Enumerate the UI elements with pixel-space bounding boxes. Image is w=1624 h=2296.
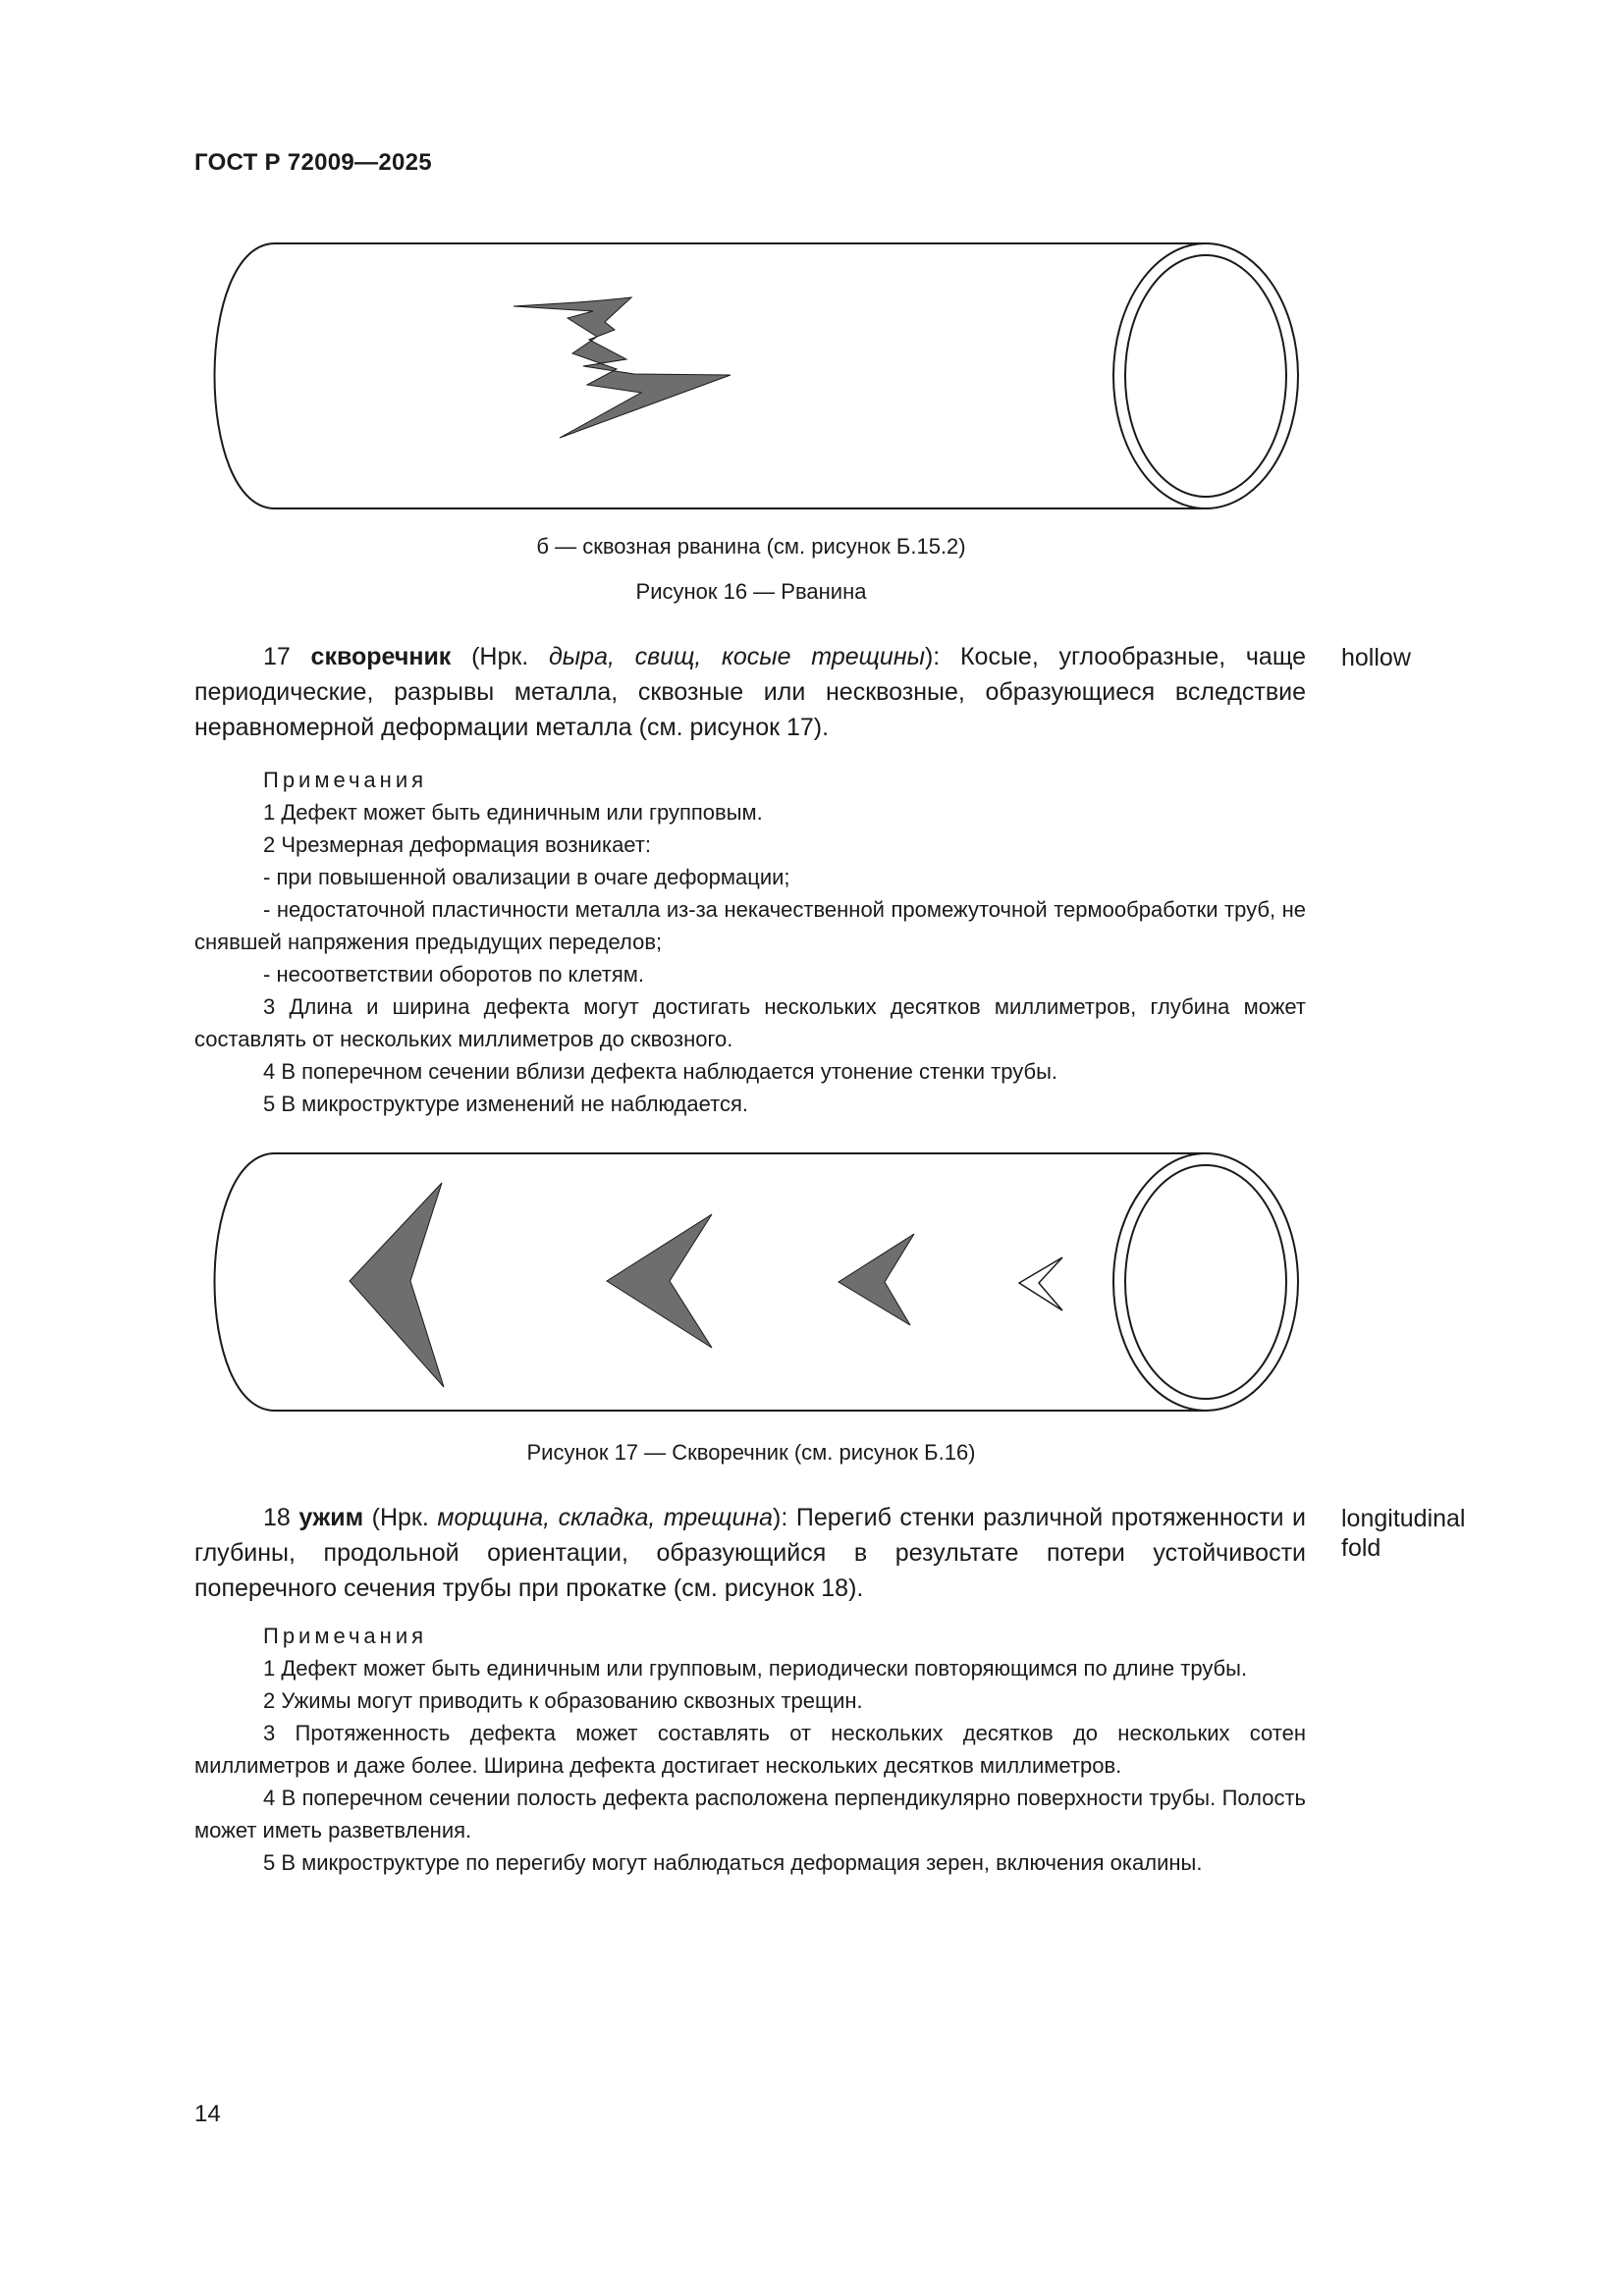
term-18-deprecated-suffix: ):: [773, 1504, 788, 1531]
term-17-note: 2 Чрезмерная деформация возникает:: [263, 832, 652, 857]
pipe-end-outer: [1113, 243, 1298, 508]
term-18-note: 3 Протяженность дефекта может составлять от нескольких десятков до нескольких сотен миллиметров и даже более. Ширина дефекта достигает нескольких десятков миллиметров.: [194, 1721, 1306, 1778]
term-18-notes: [194, 1620, 1306, 1879]
term-17-note: 4 В поперечном сечении вблизи дефекта наблюдается утонение стенки трубы.: [263, 1059, 1058, 1084]
term-18-english-line: fold: [1341, 1534, 1381, 1562]
term-18-deprecated-terms: морщина, складка, трещина: [437, 1504, 774, 1531]
term-17-note: 3 Длина и ширина дефекта могут достигать нескольких десятков миллиметров, глубина может составлять от нескольких миллиметров до сквозного.: [194, 994, 1306, 1051]
term-17-notes-heading: Примечания: [263, 768, 428, 792]
figure-16-sub-caption: б — сквозная рванина (см. рисунок Б.15.2): [536, 534, 966, 559]
term-17-number: 17: [263, 643, 291, 670]
chevron-defect-outline: [1019, 1257, 1062, 1310]
term-18-english-line: longitudinal: [1341, 1505, 1466, 1532]
term-18-deprecated-prefix: (Нрк.: [371, 1504, 429, 1531]
page-number: 14: [194, 2101, 221, 2127]
term-17-definition: Косые, углообразные, чаще периодические, разрывы металла, сквозные или несквозные, образующиеся вследствие неравномерной деформации металла (см. рисунок 17).: [194, 643, 1307, 741]
term-17-note: - при повышенной овализации в очаге деформации;: [263, 865, 790, 889]
term-17-note: - недостаточной пластичности металла из-за некачественной промежуточной термообработки труб, не снявшей напряжения предыдущих переделов;: [194, 897, 1306, 954]
term-17-deprecated-suffix: ):: [924, 643, 941, 670]
term-17-deprecated-prefix: (Нрк.: [471, 643, 529, 670]
chevron-defect-medium: [607, 1214, 712, 1348]
term-17-notes: [194, 764, 1306, 1120]
term-17-note: 5 В микроструктуре изменений не наблюдается.: [263, 1092, 748, 1116]
figure-17-pipe-illustration: [194, 1144, 1314, 1418]
term-17-english-equivalent: hollow: [1341, 644, 1411, 671]
term-17-deprecated-terms: дыра, свищ, косые трещины: [548, 643, 925, 670]
term-18-note: 5 В микроструктуре по перегибу могут наблюдаться деформация зерен, включения окалины.: [263, 1850, 1203, 1875]
term-17-note: - несоответствии оборотов по клетям.: [263, 962, 644, 987]
term-18-note: 1 Дефект может быть единичным или групповым, периодически повторяющимся по длине трубы.: [263, 1656, 1248, 1681]
term-18-term: ужим: [298, 1504, 364, 1531]
figure-17-caption: Рисунок 17 — Скворечник (см. рисунок Б.16): [526, 1440, 976, 1465]
term-18-entry: [194, 1500, 1306, 1606]
chevron-defect-small: [839, 1234, 914, 1325]
term-17-note: 1 Дефект может быть единичным или групповым.: [263, 800, 763, 825]
term-18-number: 18: [263, 1504, 291, 1531]
through-tear-defect-mark: [514, 297, 731, 438]
term-18-note: 2 Ужимы могут приводить к образованию сквозных трещин.: [263, 1688, 863, 1713]
term-17-entry: [194, 639, 1306, 745]
pipe-end-outer: [1113, 1153, 1298, 1411]
term-17-term: скворечник: [310, 643, 452, 670]
figure-16-pipe-illustration: [194, 234, 1314, 518]
term-18-definition: Перегиб стенки различной протяженности и глубины, продольной ориентации, образующийся в результате потери устойчивости поперечного сечения трубы при прокатке (см. рисунок 18).: [194, 1504, 1306, 1602]
term-18-notes-heading: Примечания: [263, 1624, 428, 1648]
figure-16-caption: Рисунок 16 — Рванина: [635, 579, 867, 604]
chevron-defect-large: [350, 1183, 444, 1387]
document-header: ГОСТ Р 72009—2025: [194, 149, 432, 176]
term-18-english-equivalent: [1341, 1504, 1538, 1563]
term-18-note: 4 В поперечном сечении полость дефекта расположена перпендикулярно поверхности трубы. Полость может иметь разветвления.: [194, 1786, 1306, 1842]
